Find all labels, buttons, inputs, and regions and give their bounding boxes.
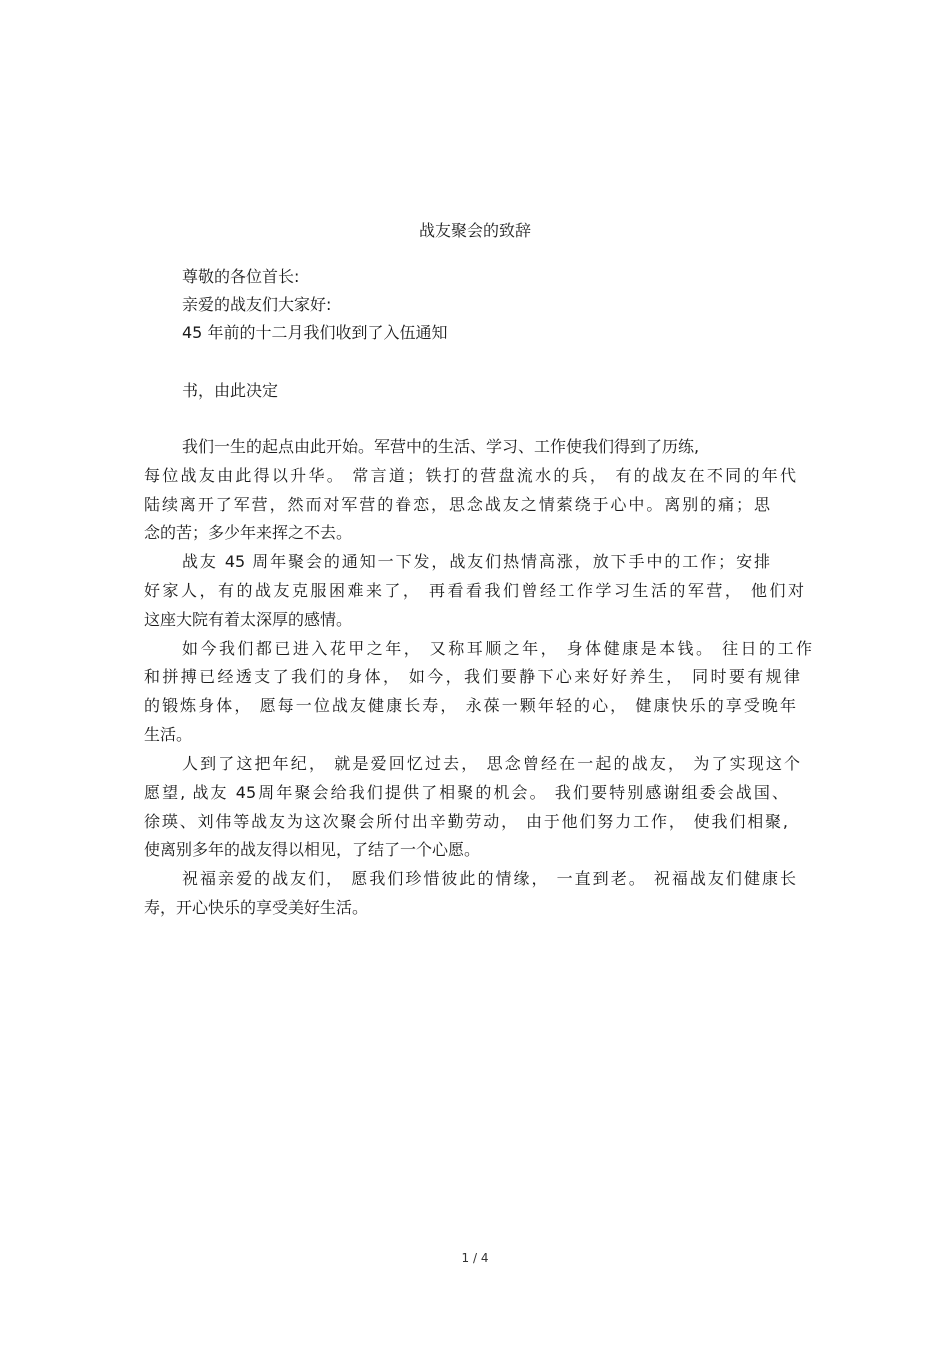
body-text-line: 45 年前的十二月我们收到了入伍通知 — [182, 323, 448, 342]
body-text-line: 寿，开心快乐的享受美好生活。 — [144, 898, 369, 917]
body-text-line: 每位战友由此得以升华。 常言道；铁打的营盘流水的兵， 有的战友在不同的年代 — [144, 466, 796, 485]
body-text-line: 生活。 — [144, 725, 193, 744]
body-text-line: 如今我们都已进入花甲之年， 又称耳顺之年， 身体健康是本钱。 往日的工作 — [182, 639, 812, 658]
body-text-line: 好家人，有的战友克服困难来了， 再看看我们曾经工作学习生活的军营， 他们对 — [144, 581, 804, 600]
salutation-line: 尊敬的各位首长: — [182, 267, 300, 286]
body-text-line: 我们一生的起点由此开始。军营中的生活、学习、工作使我们得到了历练, — [182, 437, 700, 456]
body-text-line: 陆续离开了军营，然而对军营的眷恋，思念战友之情萦绕于心中。离别的痛；思 — [144, 495, 770, 514]
body-text-line: 和拼搏已经透支了我们的身体， 如今，我们要静下心来好好养生， 同时要有规律 — [144, 667, 800, 686]
body-text-line: 书，由此决定 — [182, 381, 279, 400]
body-text-line: 的锻炼身体， 愿每一位战友健康长寿， 永葆一颗年轻的心， 健康快乐的享受晚年 — [144, 696, 796, 715]
body-text-line: 念的苦；多少年来挥之不去。 — [144, 523, 353, 542]
salutation-line: 亲爱的战友们大家好: — [182, 295, 332, 314]
body-text-line: 徐瑛、刘伟等战友为这次聚会所付出辛勤劳动， 由于他们努力工作， 使我们相聚, — [144, 812, 788, 831]
body-text-line: 战友 45 周年聚会的通知一下发，战友们热情高涨，放下手中的工作；安排 — [182, 552, 770, 571]
body-text-line: 这座大院有着太深厚的感情。 — [144, 610, 353, 629]
body-text-line: 祝福亲爱的战友们， 愿我们珍惜彼此的情缘， 一直到老。 祝福战友们健康长 — [182, 869, 796, 888]
body-text-line: 愿望, 战友 45周年聚会给我们提供了相聚的机会。 我们要特别感谢组委会战国、 — [144, 783, 788, 802]
page-number: 1 / 4 — [461, 1251, 489, 1265]
body-text-line: 人到了这把年纪， 就是爱回忆过去， 思念曾经在一起的战友， 为了实现这个 — [182, 754, 800, 773]
document-title: 战友聚会的致辞 — [418, 221, 531, 240]
body-text-line: 使离别多年的战友得以相见，了结了一个心愿。 — [144, 840, 481, 859]
